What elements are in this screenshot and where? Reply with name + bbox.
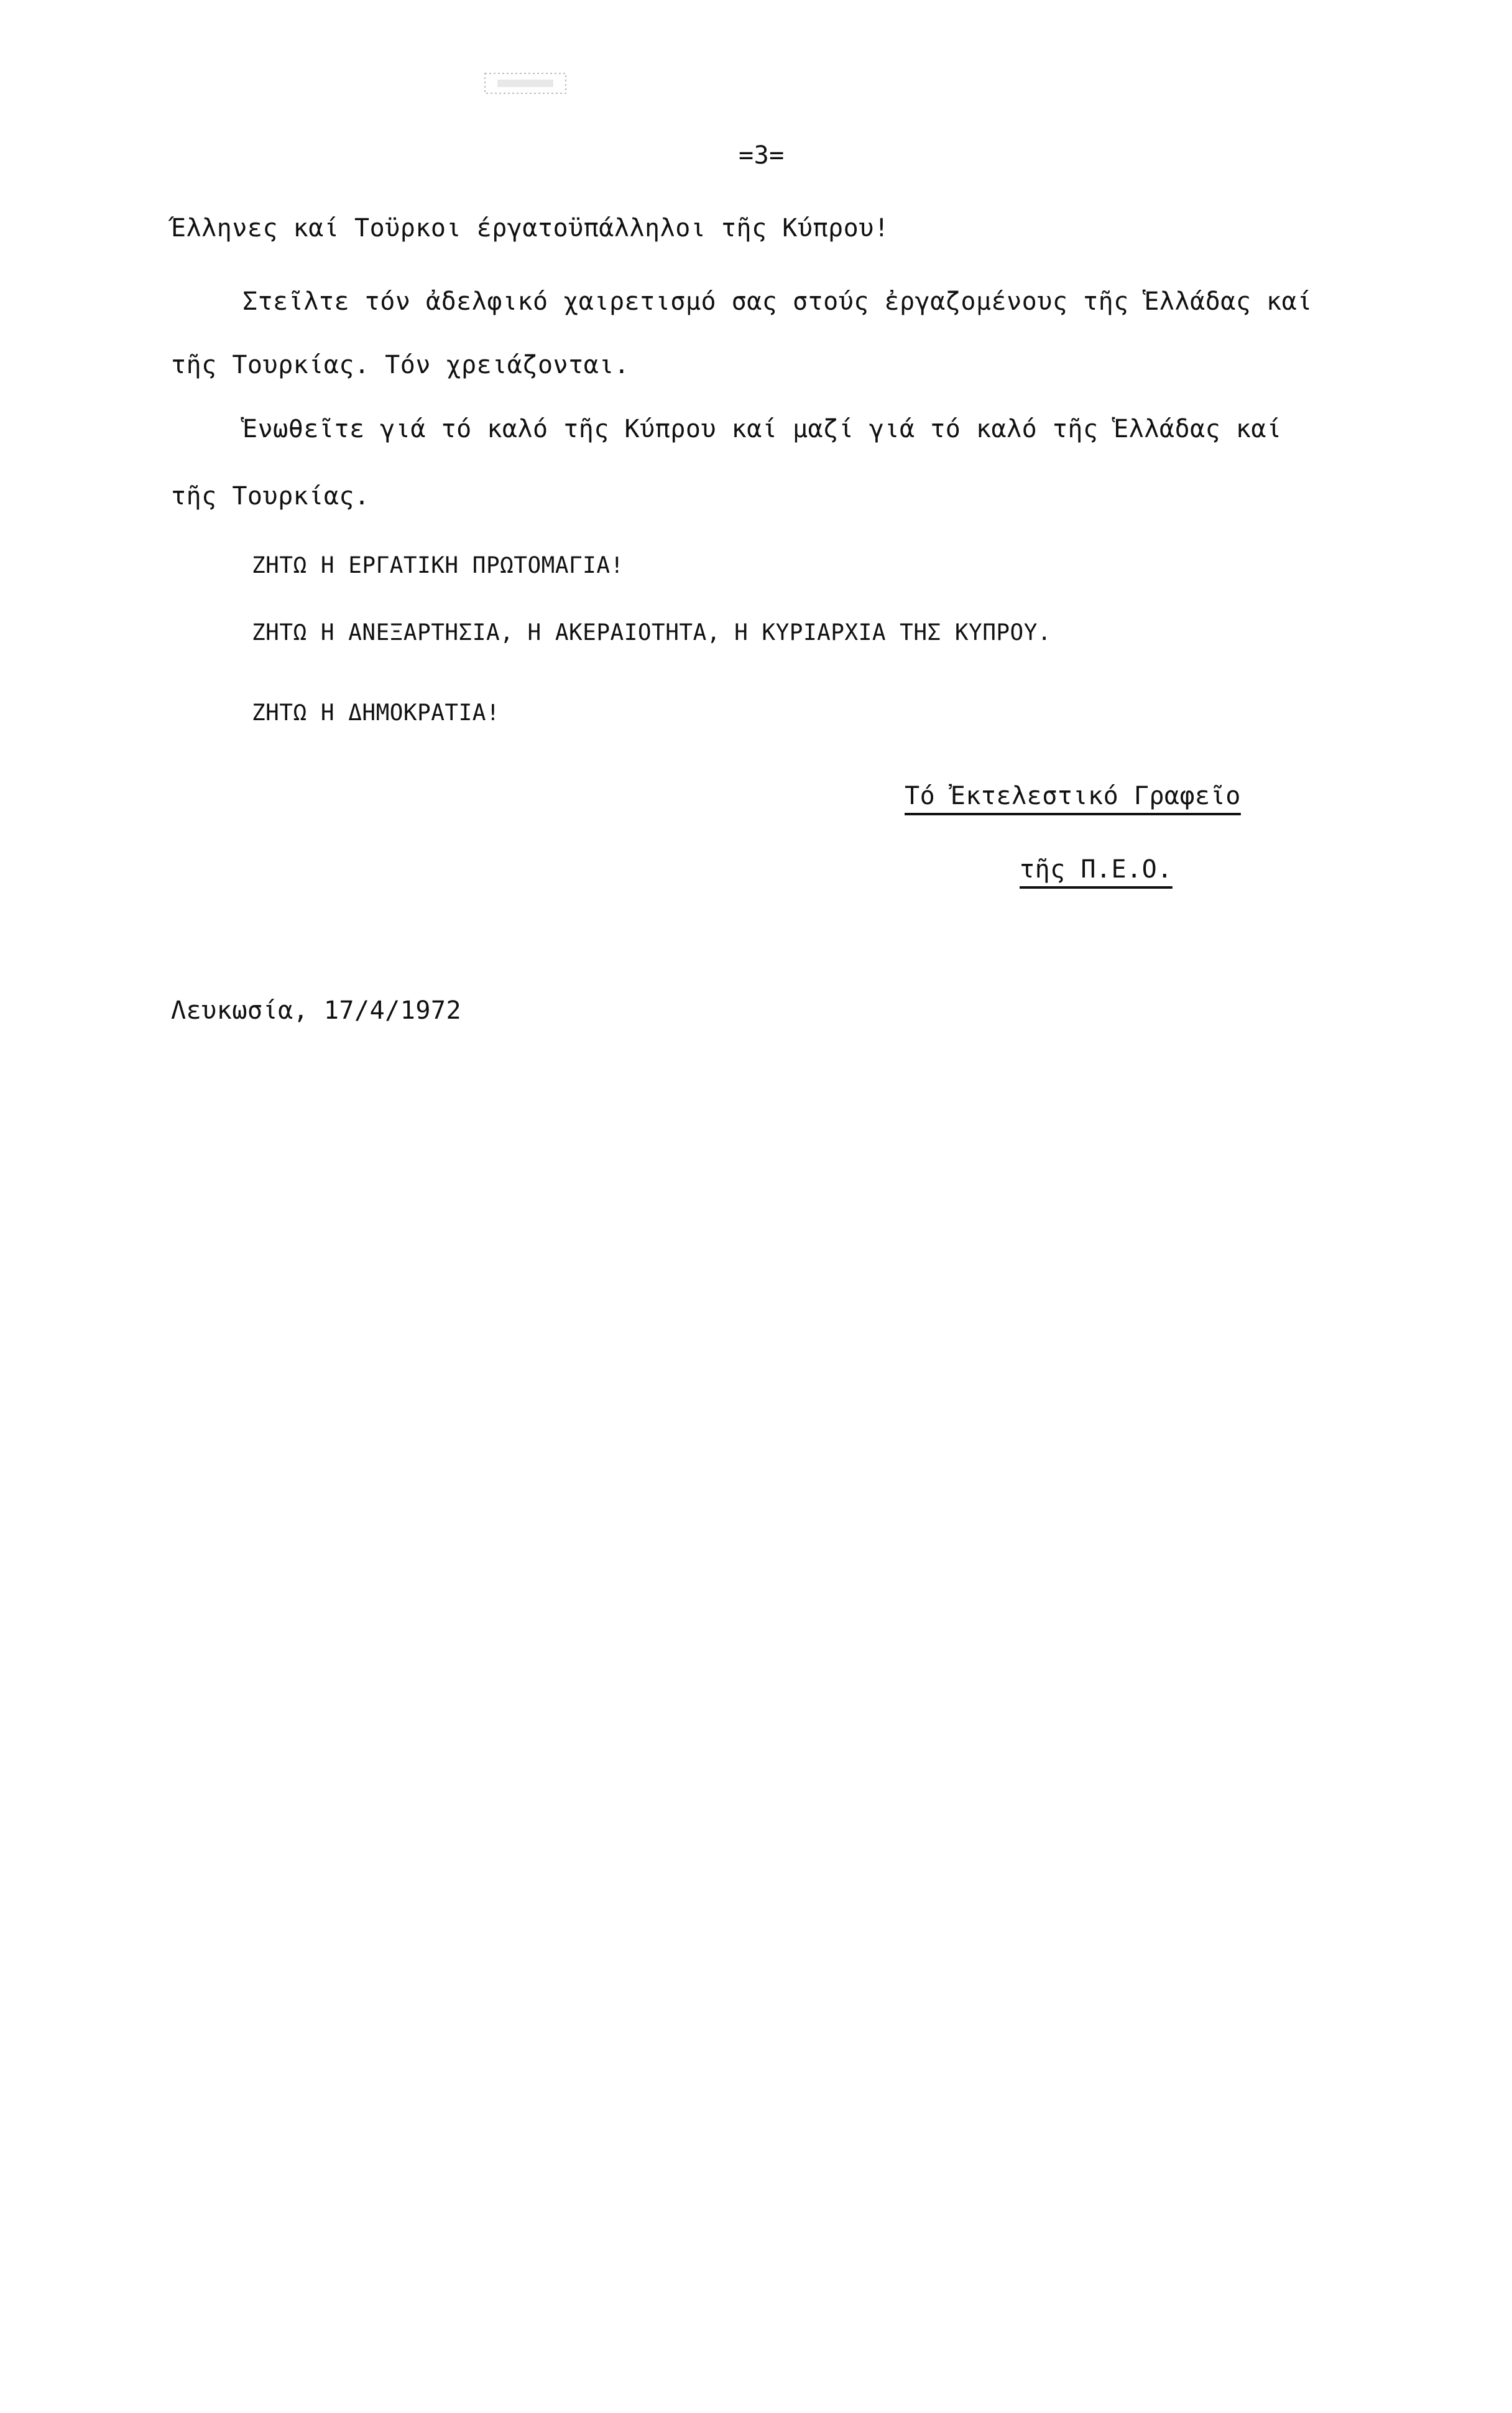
signature-line-2: τῆς Π.Ε.Ο. (1020, 855, 1173, 884)
faded-stamp-mark (479, 68, 572, 98)
salutation: Έλληνες καί Τοϋρκοι έργατοϋπάλληλοι τῆς Κύπρου! (171, 214, 890, 243)
slogan-3: ΖΗΤΩ Η ΔΗΜΟΚΡΑΤΙΑ! (252, 700, 500, 726)
page-number: =3= (739, 141, 785, 170)
signature-line-1: Τό Ἐκτελεστικό Γραφεῖο (905, 782, 1241, 810)
paragraph-1-line-1: Στεῖλτε τόν ἀδελφικό χαιρετισμό σας στούς ἐργαζομένους τῆς Ἑλλάδας καί (242, 287, 1312, 316)
slogan-2: ΖΗΤΩ Η ΑΝΕΞΑΡΤΗΣΙΑ, Η ΑΚΕΡΑΙΟΤΗΤΑ, Η ΚΥΡΙΑΡΧΙΑ ΤΗΣ ΚΥΠΡΟΥ. (252, 620, 1052, 646)
paragraph-2-line-1: Ἑνωθεῖτε γιά τό καλό τῆς Κύπρου καί μαζί γιά τό καλό τῆς Ἑλλάδας καί (242, 415, 1282, 443)
place-date: Λευκωσία, 17/4/1972 (171, 996, 462, 1025)
paragraph-1-line-2: τῆς Τουρκίας. Τόν χρειάζονται. (171, 351, 630, 379)
slogan-1: ΖΗΤΩ Η ΕΡΓΑΤΙΚΗ ΠΡΩΤΟΜΑΓΙΑ! (252, 553, 624, 578)
paragraph-2-line-2: τῆς Τουρκίας. (171, 482, 370, 511)
